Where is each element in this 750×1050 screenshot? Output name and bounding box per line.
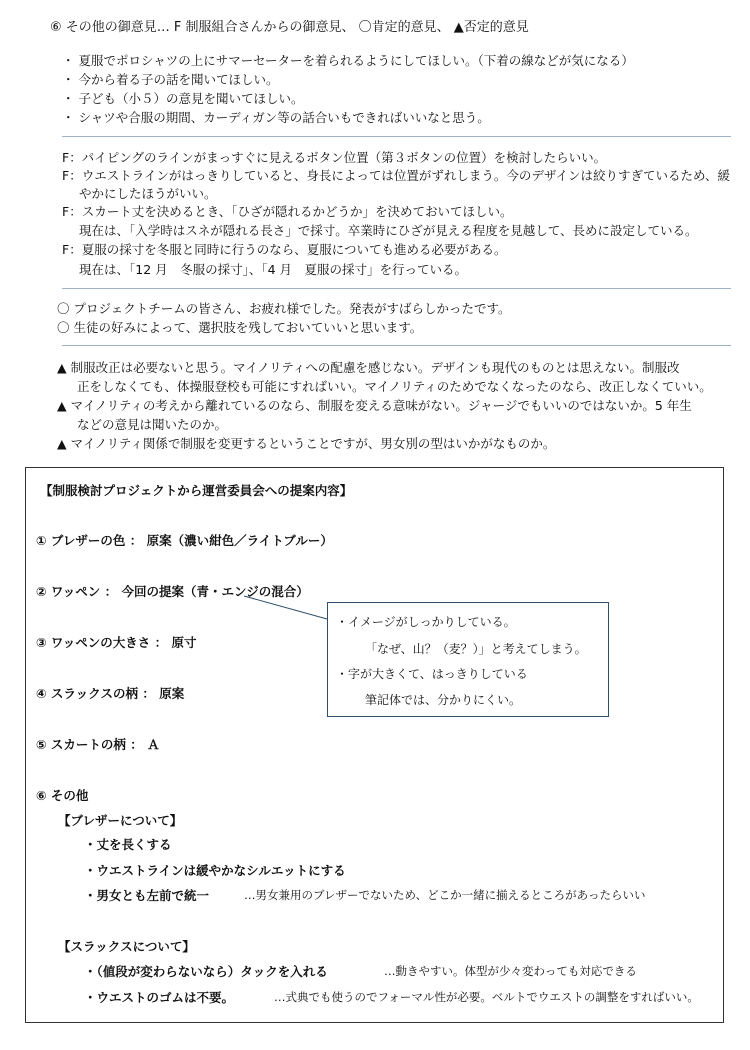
blazer-section-title: 【ブレザーについて】 (58, 813, 183, 828)
positive-opinion: 〇 プロジェクトチームの皆さん、お疲れ様でした。発表がすばらしかったです。 (57, 301, 511, 316)
f-opinion-cont: やかにしたほうがいい。 (79, 186, 217, 201)
slacks-section-title: 【スラックスについて】 (58, 939, 195, 954)
f-opinion: F：ウエストラインがはっきりしていると、身長によっては位置がずれしまう。今のデザインは絞りすぎているため、緩 (62, 168, 730, 183)
callout-line: ・字が大きくて、はっきりしている (336, 667, 528, 681)
negative-opinion: ▲ 制服改正は必要ないと思う。マイノリティへの配慮を感じない。デザインも現代のものとは思えない。制服改 (57, 360, 680, 375)
slacks-item: ・（値段が変わらないなら）タックを入れる (84, 964, 328, 979)
separator (62, 136, 731, 137)
positive-opinion: 〇 生徒の好みによって、選択肢を残しておいていいと思います。 (57, 320, 423, 335)
f-opinion: F：パイピングのラインがまっすぐに見えるボタン位置（第３ボタンの位置）を検討したらいい。 (62, 150, 607, 165)
page-heading: ⑥ その他の御意見… F 制服組合さんからの御意見、 〇肯定的意見、 ▲否定的意見 (50, 20, 529, 35)
proposal-item-emblem-size: ③ ワッペンの大きさ ： 原寸 (36, 635, 197, 650)
slacks-item-note: …式典でも使うのでフォーマル性が必要。ベルトでウエストの調整をすればいい。 (274, 990, 699, 1004)
negative-opinion-cont: 正をしなくても、体操服登校も可能にすればいい。マイノリティのためでなくなったのなら、改正しなくていい。 (77, 379, 712, 394)
negative-opinion: ▲ マイノリティの考えから離れているのなら、制服を変える意味がない。ジャージでもいいのではないか。5 年生 (57, 398, 692, 413)
general-item: ・ 夏服でポロシャツの上にサマーセーターを着られるようにしてほしい。（下着の線などが気になる） (62, 53, 634, 68)
proposal-item-emblem: ② ワッペン ： 今回の提案（青・エンジの混合） (36, 584, 309, 599)
separator (62, 345, 731, 346)
general-item: ・ 子ども（小５）の意見を聞いてほしい。 (62, 91, 304, 106)
blazer-item: ・ウエストラインは緩やかなシルエットにする (84, 863, 346, 878)
separator (62, 288, 731, 289)
proposal-item-slacks-pattern: ④ スラックスの柄 ： 原案 (36, 686, 185, 701)
f-opinion: F：スカート丈を決めるとき、「ひざが隠れるかどうか」を決めておいてほしい。 (62, 204, 513, 219)
negative-opinion: ▲ マイノリティ関係で制服を変更するということですが、男女別の型はいかがなものか。 (57, 436, 556, 451)
blazer-item: ・男女とも左前で統一 (84, 888, 210, 903)
callout-line: 筆記体では、分かりにくい。 (365, 693, 522, 707)
proposal-item-blazer-color: ① ブレザーの色 ： 原案（濃い紺色／ライトブルー） (36, 533, 333, 548)
general-item: ・ シャツや合服の期間、カーディガン等の話合いもできればいいなと思う。 (62, 110, 490, 125)
slacks-item: ・ウエストのゴムは不要。 (84, 990, 235, 1005)
f-opinion-note: 現在は、「12 月 冬服の採寸」、「4 月 夏服の採寸」を行っている。 (79, 262, 468, 277)
blazer-item-note: …男女兼用のブレザーでないため、どこか一緒に揃えるところがあったらいい (244, 888, 646, 902)
proposal-item-other: ⑥ その他 (36, 788, 89, 803)
proposal-title: 【制服検討プロジェクトから運営委員会への提案内容】 (40, 483, 353, 498)
f-opinion-note: 現在は、「入学時はスネが隠れる長さ」で採寸。卒業時にひざが見える程度を見越して、長めに設定している。 (79, 223, 698, 238)
callout-connector (240, 592, 330, 622)
f-opinion: F：夏服の採寸を冬服と同時に行うのなら、夏服についても進める必要がある。 (62, 242, 507, 257)
slacks-item-note: …動きやすい。体型が少々変わっても対応できる (384, 964, 637, 978)
negative-opinion-cont: などの意見は聞いたのか。 (77, 417, 228, 432)
general-item: ・ 今から着る子の話を聞いてほしい。 (62, 72, 279, 87)
callout-line: ・イメージがしっかりしている。 (336, 615, 516, 629)
callout-line: 「なぜ、山？（麦？）」と考えてしまう。 (365, 642, 587, 656)
blazer-item: ・丈を長くする (84, 837, 172, 852)
proposal-item-skirt-pattern: ⑤ スカートの柄 ： Ａ (36, 737, 160, 752)
